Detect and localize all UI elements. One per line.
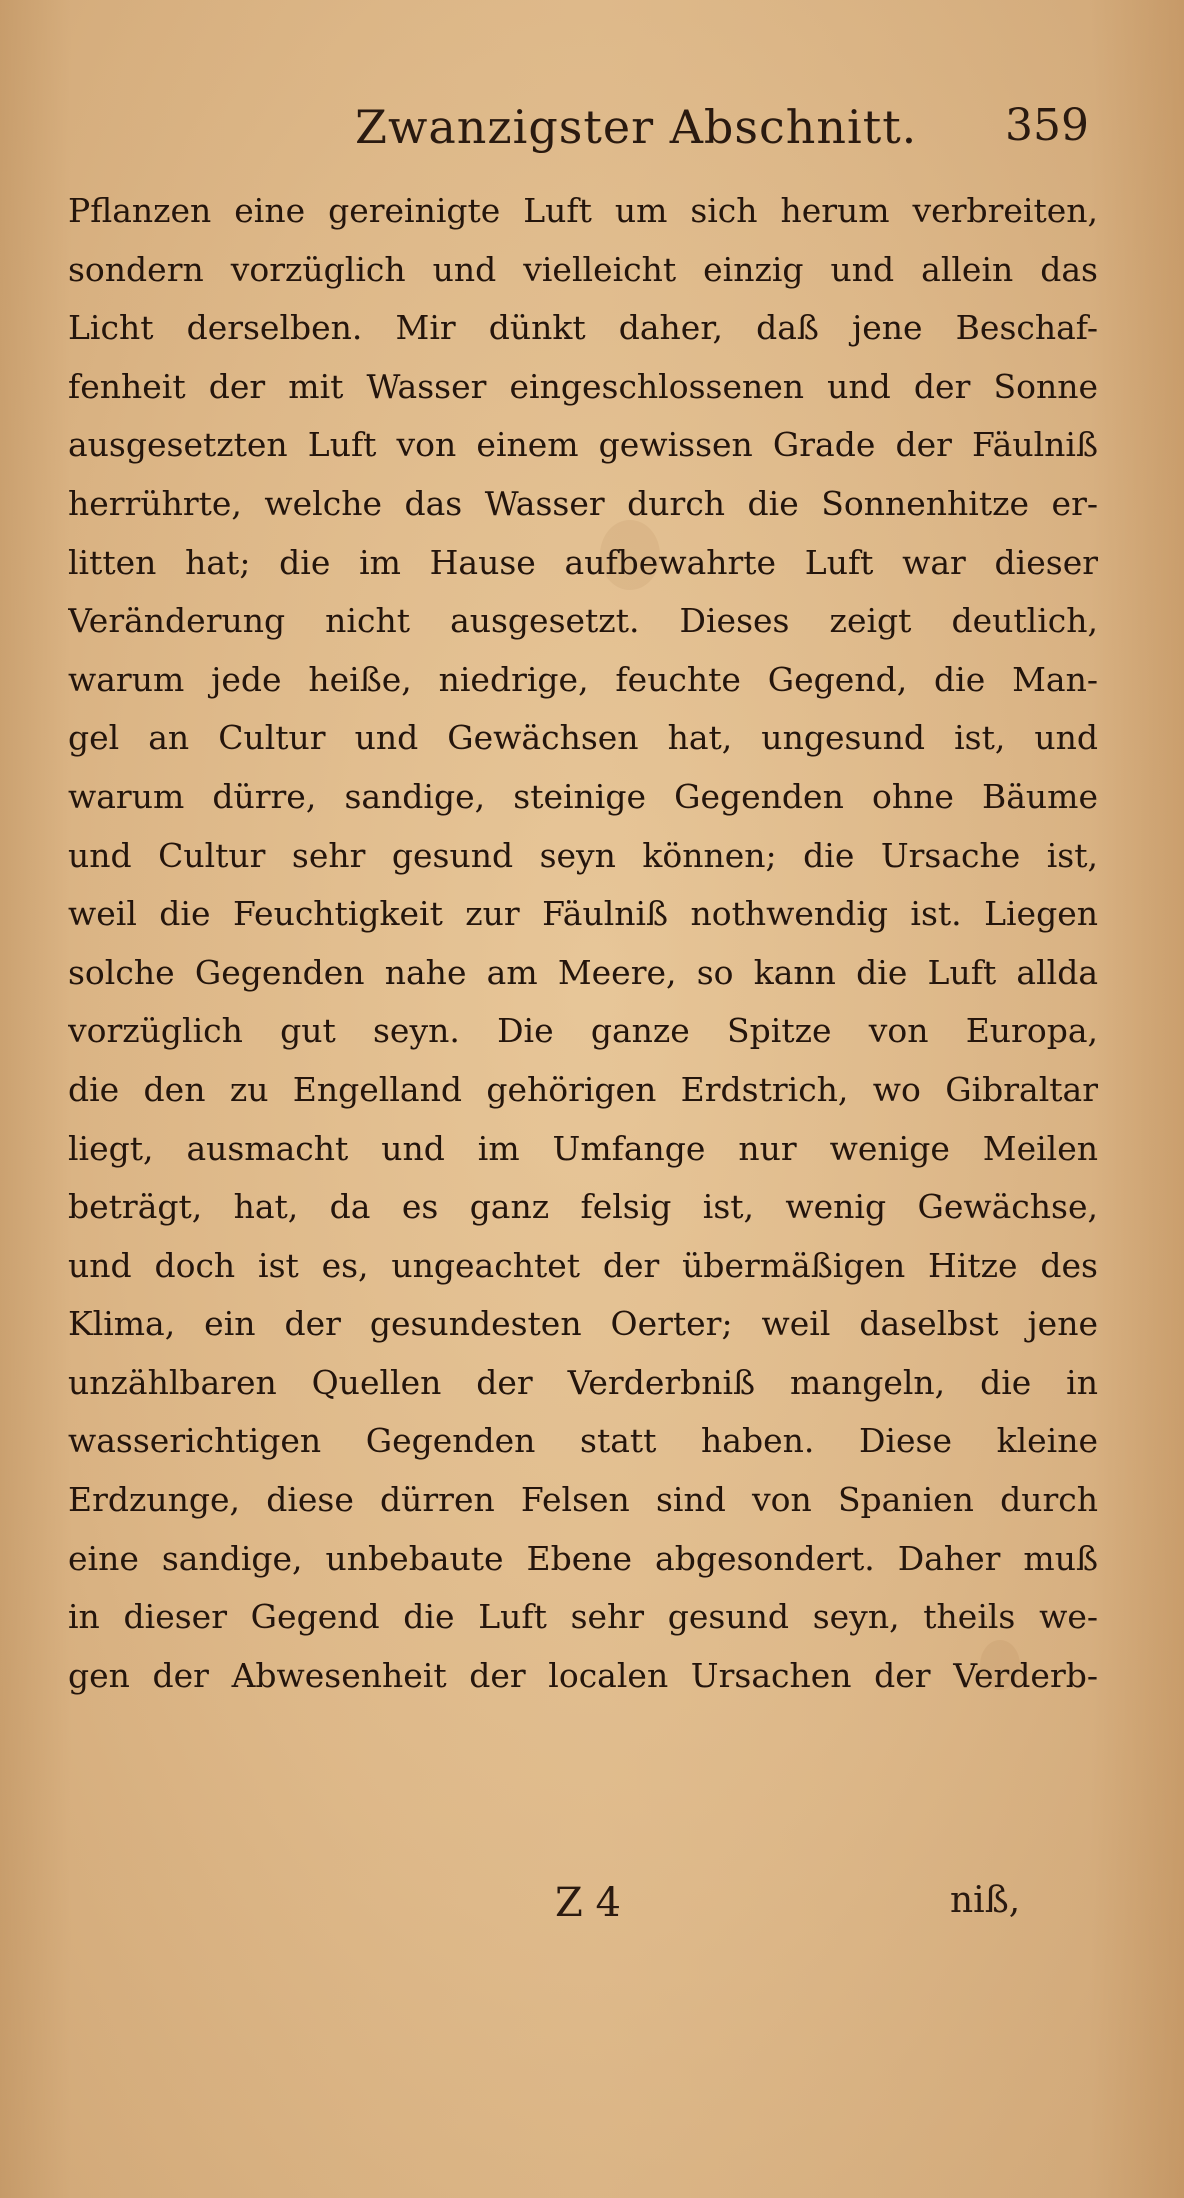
text-line: unzählbaren Quellen der Verderbniß mangeln, die in: [68, 1362, 1098, 1402]
text-line: und doch ist es, ungeachtet der übermäßigen Hitze des: [68, 1245, 1098, 1285]
text-line: die den zu Engelland gehörigen Erdstrich, wo Gibraltar: [68, 1069, 1098, 1109]
signature-mark: Z 4: [555, 1880, 621, 1926]
text-line: liegt, ausmacht und im Umfange nur wenige Meilen: [68, 1128, 1098, 1168]
page-number: 359: [1005, 100, 1089, 151]
text-line: Klima, ein der gesundesten Oerter; weil daselbst jene: [68, 1304, 1098, 1344]
text-line: beträgt, hat, da es ganz felsig ist, wenig Gewächse,: [68, 1187, 1098, 1227]
text-line: ausgesetzten Luft von einem gewissen Grade der Fäulniß: [68, 425, 1098, 465]
text-line: gel an Cultur und Gewächsen hat, ungesund ist, und: [68, 718, 1098, 758]
text-line: sondern vorzüglich und vielleicht einzig und allein das: [68, 249, 1098, 289]
text-line: litten hat; die im Hause aufbewahrte Luft war dieser: [68, 542, 1098, 582]
body-text: [68, 182, 1098, 1705]
text-line: Erdzunge, diese dürren Felsen sind von Spanien durch: [68, 1480, 1098, 1520]
text-line: warum jede heiße, niedrige, feuchte Gegend, die Man-: [68, 659, 1098, 699]
text-line: wasserichtigen Gegenden statt haben. Diese kleine: [68, 1421, 1098, 1461]
catchword: niß,: [950, 1880, 1021, 1921]
text-line: weil die Feuchtigkeit zur Fäulniß nothwendig ist. Liegen: [68, 894, 1098, 934]
page-header: [0, 100, 1184, 160]
text-line: Licht derselben. Mir dünkt daher, daß jene Beschaf-: [68, 308, 1098, 348]
text-line: fenheit der mit Wasser eingeschlossenen und der Sonne: [68, 366, 1098, 406]
text-line: Veränderung nicht ausgesetzt. Dieses zeigt deutlich,: [68, 601, 1098, 641]
text-line: und Cultur sehr gesund seyn können; die Ursache ist,: [68, 835, 1098, 875]
text-line: vorzüglich gut seyn. Die ganze Spitze von Europa,: [68, 1011, 1098, 1051]
text-line: eine sandige, unbebaute Ebene abgesondert. Daher muß: [68, 1538, 1098, 1578]
text-line: in dieser Gegend die Luft sehr gesund seyn, theils we-: [68, 1597, 1098, 1637]
text-line: herrührte, welche das Wasser durch die Sonnenhitze er-: [68, 483, 1098, 523]
running-head: Zwanzigster Abschnitt.: [355, 100, 918, 154]
text-line: gen der Abwesenheit der localen Ursachen der Verderb-: [68, 1655, 1098, 1695]
text-line: solche Gegenden nahe am Meere, so kann die Luft allda: [68, 952, 1098, 992]
text-line: warum dürre, sandige, steinige Gegenden ohne Bäume: [68, 776, 1098, 816]
page-footer: [0, 1880, 1184, 1940]
text-line: Pflanzen eine gereinigte Luft um sich herum verbreiten,: [68, 191, 1098, 230]
